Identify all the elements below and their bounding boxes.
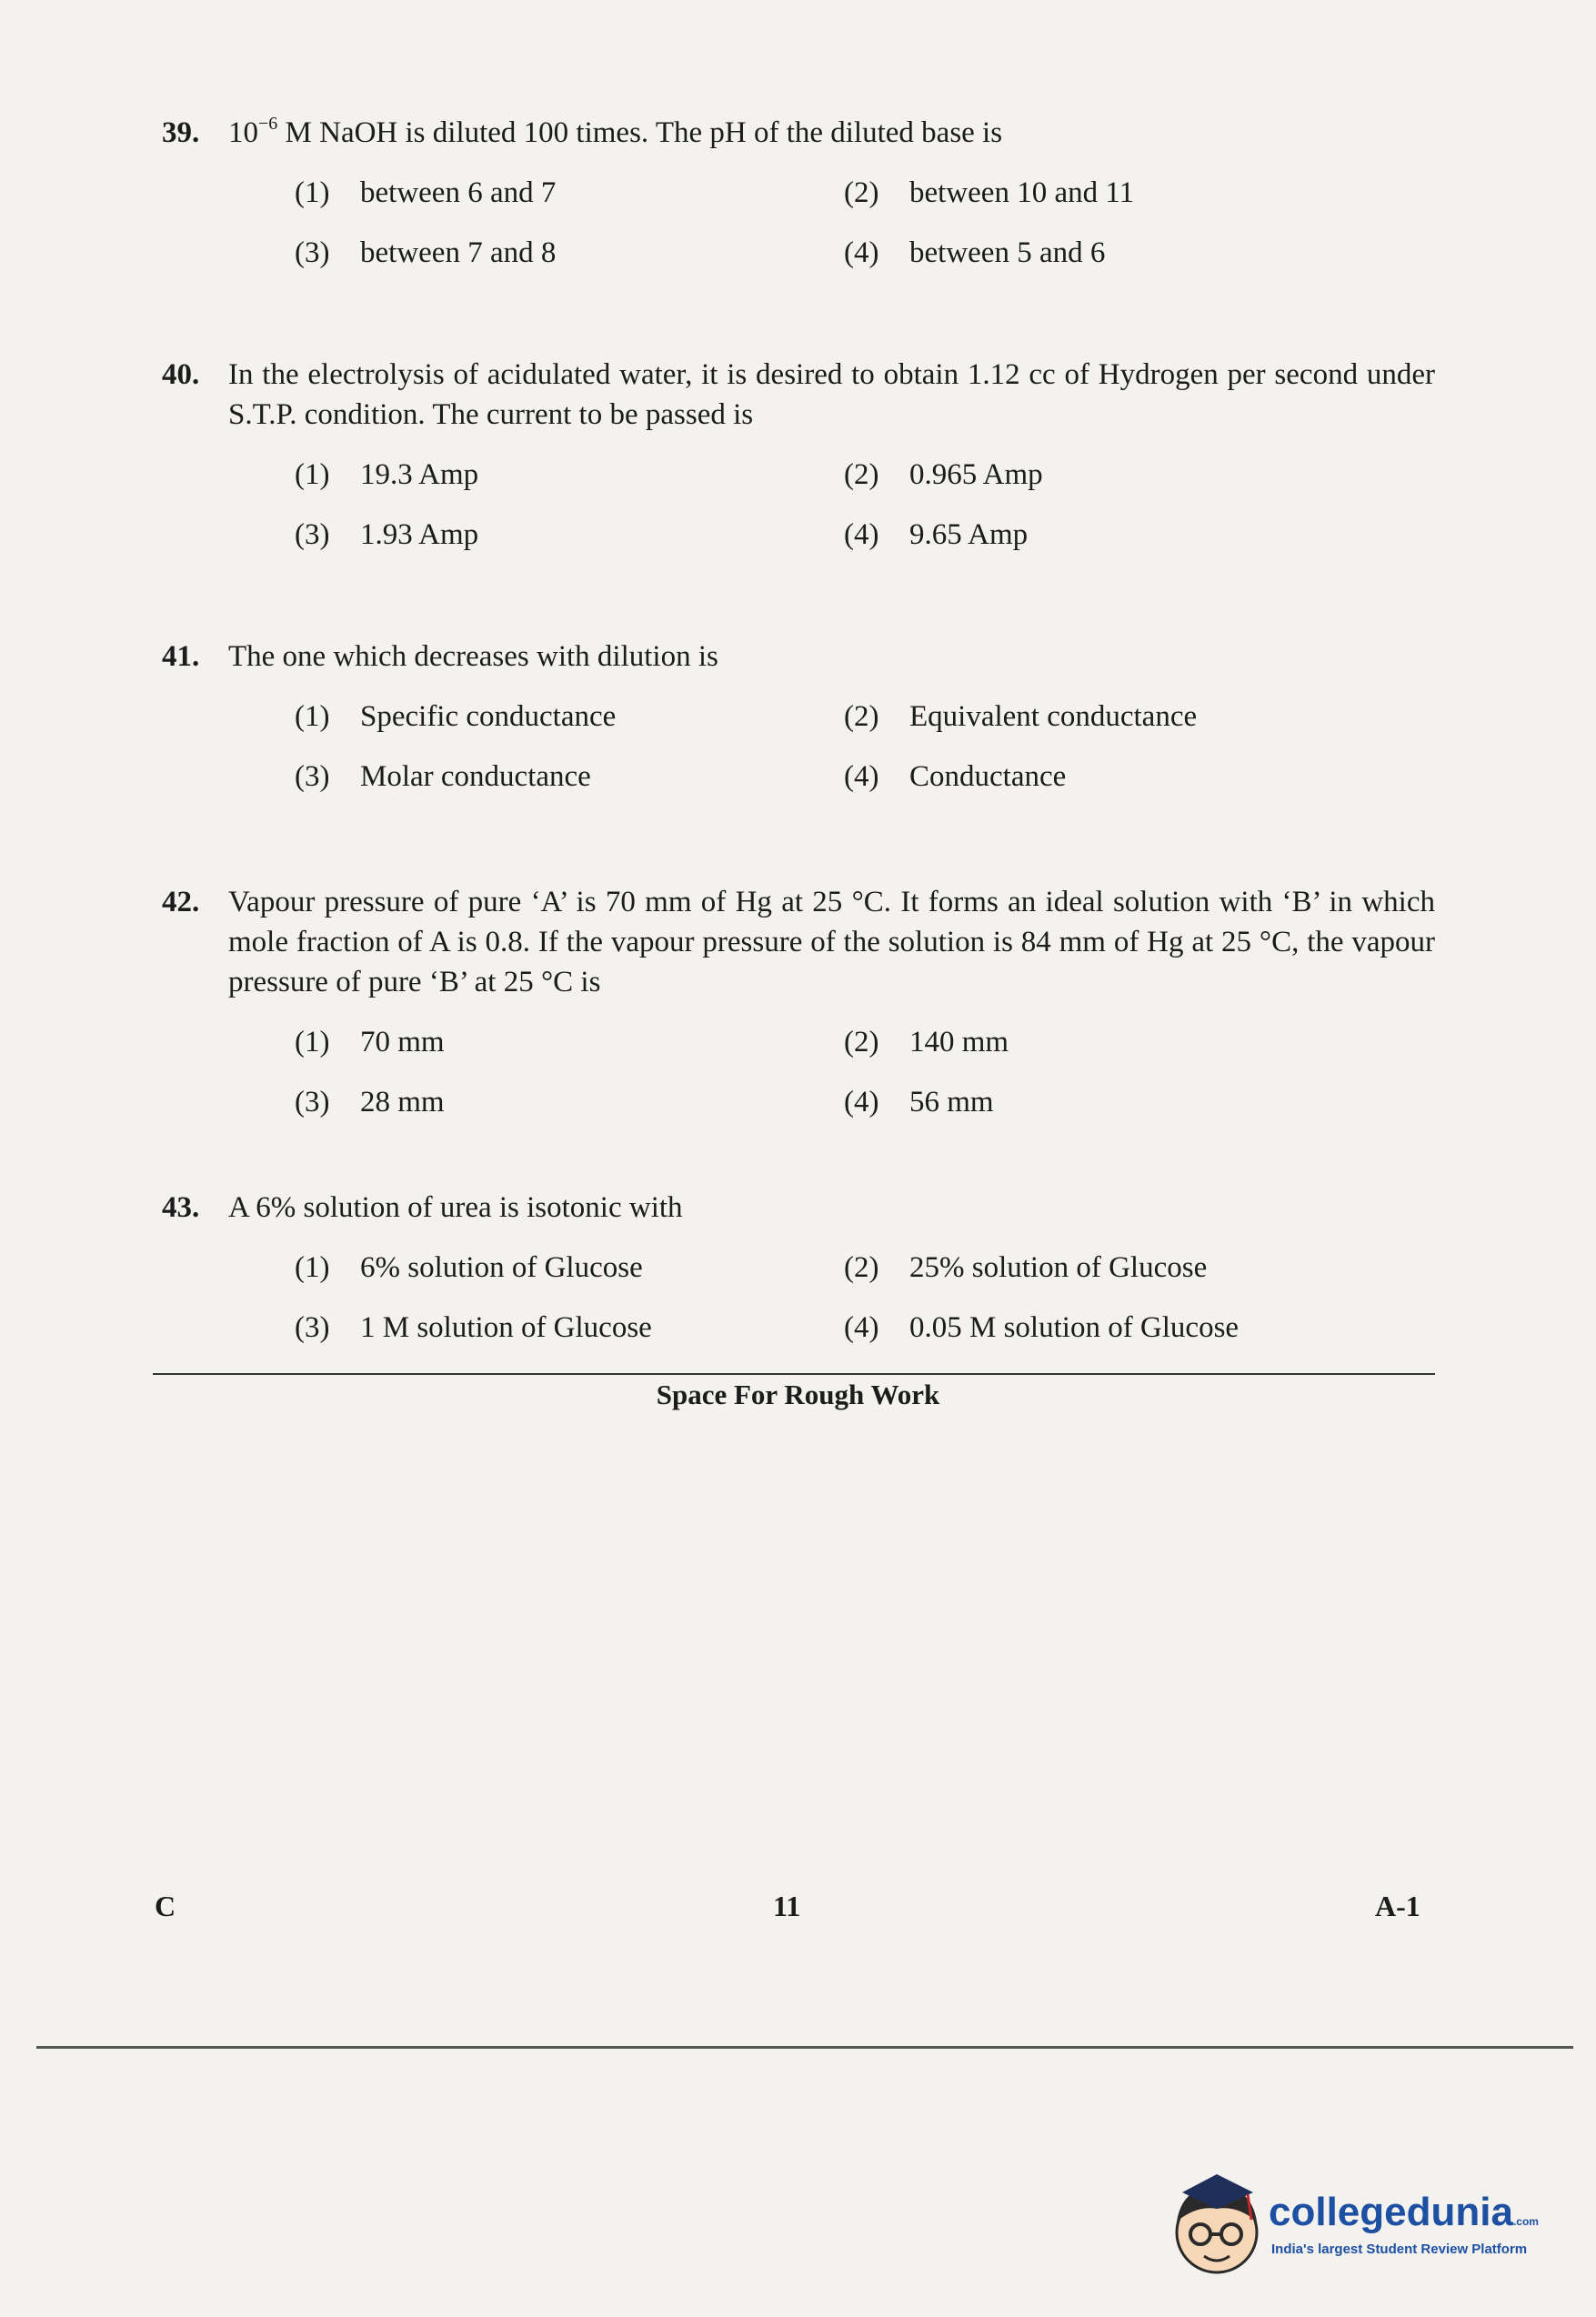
option-3 — [295, 515, 478, 555]
option-label: (2) — [844, 176, 879, 209]
option-label: (4) — [844, 1086, 879, 1118]
stem-text: M NaOH is diluted 100 times. The pH of the diluted base is — [277, 116, 1003, 149]
page-number: 11 — [773, 1890, 801, 1922]
stem-base: 10 — [228, 116, 258, 149]
brand-suffix: .com — [1512, 2215, 1539, 2228]
option-text: 6% solution of Glucose — [360, 1251, 643, 1284]
option-label: (2) — [844, 458, 879, 491]
option-label: (1) — [295, 1251, 330, 1284]
option-2 — [844, 1248, 1207, 1288]
options — [162, 697, 1435, 818]
option-text: between 10 and 11 — [909, 176, 1135, 209]
option-text: 0.05 M solution of Glucose — [909, 1311, 1240, 1344]
option-label: (4) — [844, 236, 879, 269]
page-edge-divider — [36, 2046, 1573, 2049]
option-1 — [295, 1022, 445, 1062]
option-text: 9.65 Amp — [909, 518, 1029, 551]
question-stem — [228, 113, 1435, 153]
watermark-brand — [1269, 2190, 1539, 2235]
option-label: (1) — [295, 176, 330, 209]
option-4 — [844, 515, 1028, 555]
footer-series: C — [155, 1890, 176, 1922]
option-text: 28 mm — [360, 1086, 445, 1118]
option-label: (4) — [844, 1311, 879, 1344]
question-42 — [162, 882, 1435, 1144]
option-3 — [295, 757, 591, 797]
question-number: 42. — [162, 886, 200, 918]
option-text: Conductance — [909, 760, 1067, 793]
option-label: (3) — [295, 518, 330, 551]
option-text: 19.3 Amp — [360, 458, 479, 491]
option-text: between 5 and 6 — [909, 236, 1106, 269]
option-3 — [295, 233, 556, 273]
question-stem: In the electrolysis of acidulated water, it is desired to obtain 1.12 cc of Hydrogen per second under S.T.P. condition. The current to be passed is — [228, 358, 1435, 431]
option-label: (1) — [295, 700, 330, 733]
option-text: 25% solution of Glucose — [909, 1251, 1208, 1284]
option-2 — [844, 173, 1134, 213]
option-4 — [844, 1082, 994, 1122]
option-1 — [295, 1248, 643, 1288]
question-stem: The one which decreases with dilution is — [228, 640, 718, 673]
question-39 — [162, 113, 1435, 295]
stem-exponent: −6 — [258, 114, 278, 134]
footer-code: A-1 — [1375, 1890, 1420, 1922]
option-label: (3) — [295, 1086, 330, 1118]
option-text: 1 M solution of Glucose — [360, 1311, 652, 1344]
option-4 — [844, 233, 1105, 273]
option-1 — [295, 455, 478, 495]
question-41 — [162, 637, 1435, 818]
options — [162, 1022, 1435, 1144]
option-label: (3) — [295, 760, 330, 793]
option-label: (4) — [844, 760, 879, 793]
option-4 — [844, 757, 1066, 797]
option-3 — [295, 1308, 652, 1348]
question-number: 39. — [162, 116, 200, 149]
option-2 — [844, 455, 1043, 495]
option-text: between 6 and 7 — [360, 176, 557, 209]
option-label: (1) — [295, 1026, 330, 1058]
option-text: 56 mm — [909, 1086, 994, 1118]
question-40 — [162, 355, 1435, 577]
option-2 — [844, 1022, 1009, 1062]
option-label: (3) — [295, 1311, 330, 1344]
option-text: 0.965 Amp — [909, 458, 1043, 491]
question-number: 41. — [162, 640, 200, 673]
options — [162, 455, 1435, 577]
rough-work-heading: Space For Rough Work — [656, 1379, 940, 1410]
option-text: Specific conductance — [360, 700, 617, 733]
divider — [153, 1373, 1435, 1375]
options — [162, 1248, 1435, 1369]
brand-name: collegedunia — [1269, 2190, 1513, 2234]
option-text: Molar conductance — [360, 760, 591, 793]
option-text: Equivalent conductance — [909, 700, 1198, 733]
option-label: (1) — [295, 458, 330, 491]
option-label: (3) — [295, 236, 330, 269]
question-number: 40. — [162, 358, 200, 391]
option-text: 140 mm — [909, 1026, 1009, 1058]
option-text: 70 mm — [360, 1026, 445, 1058]
option-3 — [295, 1082, 445, 1122]
question-stem: A 6% solution of urea is isotonic with — [228, 1191, 683, 1224]
option-text: 1.93 Amp — [360, 518, 479, 551]
option-label: (2) — [844, 700, 879, 733]
option-1 — [295, 173, 556, 213]
watermark-tagline: India's largest Student Review Platform — [1271, 2242, 1528, 2257]
option-1 — [295, 697, 616, 737]
question-43 — [162, 1188, 1435, 1369]
option-label: (4) — [844, 518, 879, 551]
option-2 — [844, 697, 1197, 737]
option-text: between 7 and 8 — [360, 236, 557, 269]
question-stem: Vapour pressure of pure ‘A’ is 70 mm of Hg at 25 °C. It forms an ideal solution with ‘B’ in which mole fraction of A is 0.8. If the vapour pressure of the solution is 84 mm of Hg at 25 °C, the vapour pressure of pure ‘B’ at 25 °C is — [228, 886, 1435, 998]
option-label: (2) — [844, 1251, 879, 1284]
options — [162, 173, 1435, 295]
option-label: (2) — [844, 1026, 879, 1058]
option-4 — [844, 1308, 1239, 1348]
question-number: 43. — [162, 1191, 200, 1224]
